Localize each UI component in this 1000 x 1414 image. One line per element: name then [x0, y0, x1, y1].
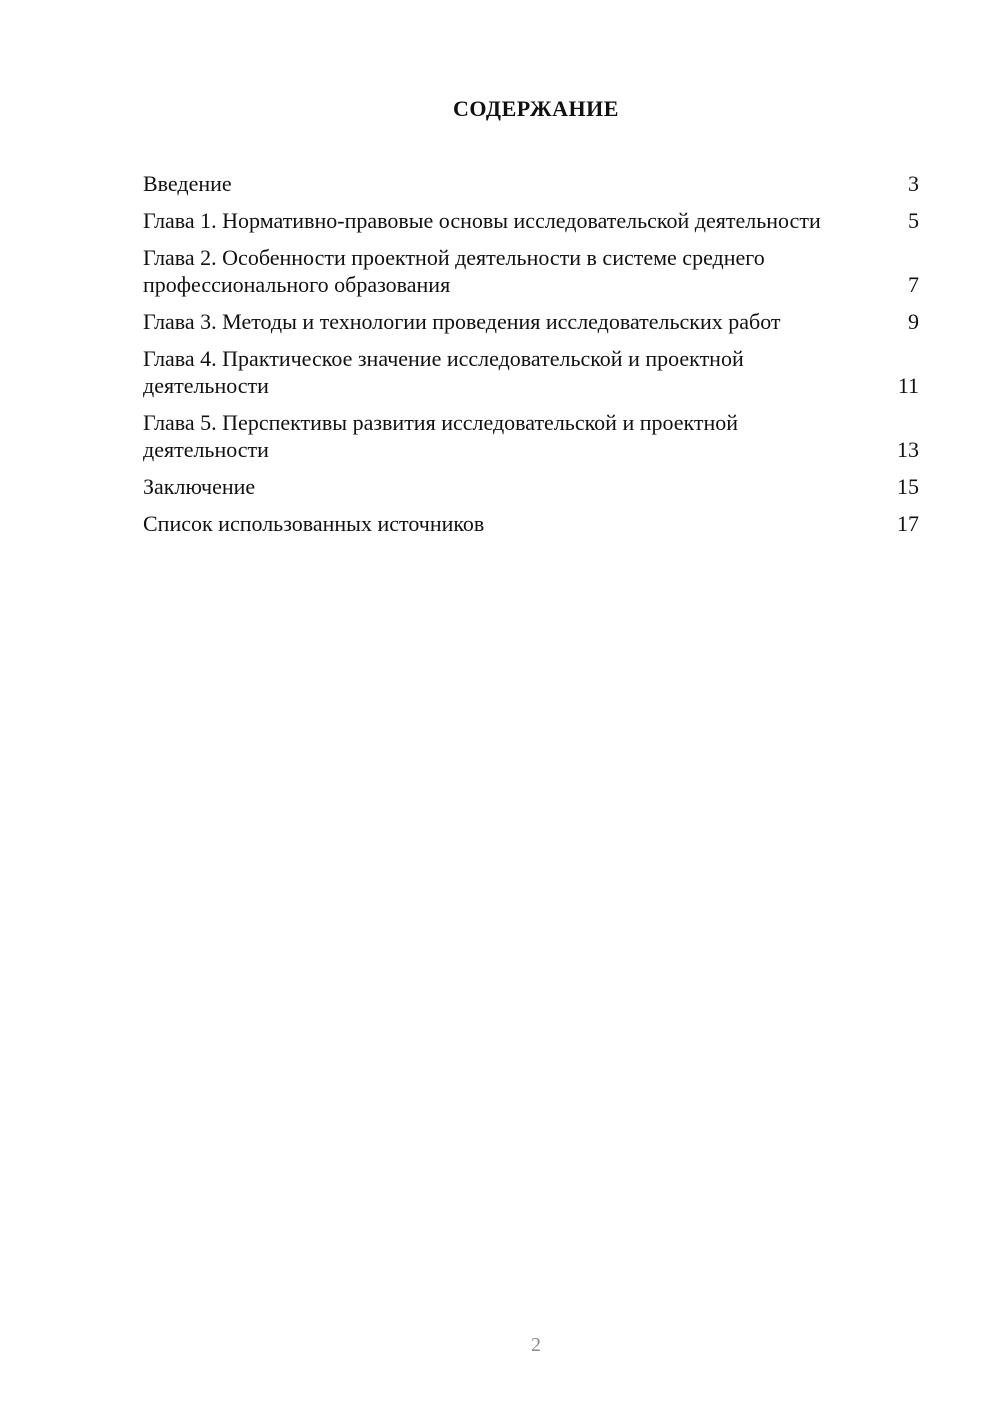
toc-entry-page-number: 5	[908, 208, 919, 233]
toc-entry-page-number: 9	[908, 309, 919, 334]
toc-entry-label: Глава 1. Нормативно-правовые основы исследовательской деятельности	[143, 208, 821, 233]
toc-entry-label: Глава 2. Особенности проектной деятельности в системе среднего профессионального образования	[143, 245, 765, 297]
toc-entry-references	[143, 510, 919, 537]
table-of-contents	[143, 170, 919, 547]
toc-entry-chapter-4	[143, 345, 919, 399]
toc-entry-page-number: 13	[897, 437, 919, 462]
toc-entry-label: Глава 3. Методы и технологии проведения исследовательских работ	[143, 309, 781, 334]
toc-entry-label: Глава 5. Перспективы развития исследовательской и проектной деятельности	[143, 410, 739, 462]
toc-entry-page-number: 7	[908, 272, 919, 297]
toc-entry-page-number: 15	[897, 474, 919, 499]
toc-entry-page-number: 3	[908, 171, 919, 196]
toc-entry-chapter-1	[143, 207, 919, 234]
toc-entry-label: Глава 4. Практическое значение исследовательской и проектной деятельности	[143, 346, 744, 398]
page-title: СОДЕРЖАНИЕ	[453, 96, 619, 121]
toc-entry-conclusion	[143, 473, 919, 500]
toc-entry-chapter-3	[143, 308, 919, 335]
toc-entry-page-number: 11	[897, 373, 919, 398]
toc-entry-label: Введение	[143, 171, 232, 196]
page-number: 2	[531, 1334, 541, 1356]
toc-entry-label: Список использованных источников	[143, 511, 485, 536]
toc-entry-page-number: 17	[897, 511, 919, 536]
toc-entry-chapter-2	[143, 244, 919, 298]
toc-entry-introduction	[143, 170, 919, 197]
toc-entry-chapter-5	[143, 409, 919, 463]
toc-entry-label: Заключение	[143, 474, 256, 499]
